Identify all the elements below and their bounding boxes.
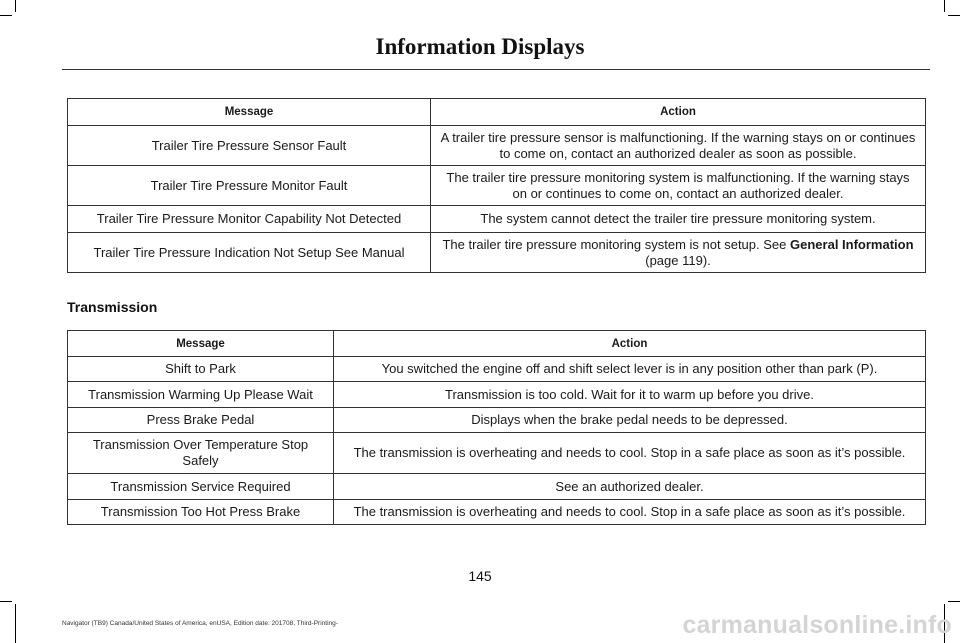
table-row bbox=[68, 408, 926, 433]
action-cell bbox=[431, 166, 926, 206]
message-cell: Transmission Warming Up Please Wait bbox=[68, 382, 334, 408]
message-text: Safely bbox=[182, 453, 219, 468]
action-text: The trailer tire pressure monitoring system is malfunctioning. If the warning stays bbox=[446, 169, 910, 185]
action-cell: See an authorized dealer. bbox=[334, 474, 926, 500]
action-cell: The system cannot detect the trailer tire pressure monitoring system. bbox=[431, 206, 926, 233]
column-header-action: Action bbox=[431, 99, 926, 126]
action-cell: Displays when the brake pedal needs to be depressed. bbox=[334, 408, 926, 433]
action-cell: The transmission is overheating and needs to cool. Stop in a safe place as soon as it’s possible. bbox=[334, 500, 926, 525]
message-cell: Trailer Tire Pressure Monitor Capability Not Detected bbox=[68, 206, 431, 233]
message-cell: Trailer Tire Pressure Sensor Fault bbox=[68, 126, 431, 166]
message-cell: Shift to Park bbox=[68, 357, 334, 382]
crop-mark bbox=[15, 0, 16, 12]
crop-mark bbox=[0, 15, 12, 16]
action-text: A trailer tire pressure sensor is malfunctioning. If the warning stays on or continues bbox=[440, 129, 916, 145]
table-row bbox=[68, 233, 926, 273]
crop-mark bbox=[944, 0, 945, 12]
message-cell: Trailer Tire Pressure Monitor Fault bbox=[68, 166, 431, 206]
action-cell bbox=[431, 233, 926, 273]
message-text: Transmission Over Temperature Stop bbox=[92, 437, 309, 452]
page-number: 145 bbox=[468, 568, 492, 584]
page-reference: (page 119). bbox=[645, 252, 711, 268]
table-header-row bbox=[68, 99, 926, 126]
page-title: Information Displays bbox=[375, 34, 585, 59]
transmission-messages-table bbox=[67, 330, 926, 525]
action-text: on or continues to come on, contact an authorized dealer. bbox=[512, 185, 844, 201]
table-row bbox=[68, 500, 926, 525]
watermark-logo: carmanualsonline.info bbox=[682, 611, 952, 639]
message-cell bbox=[68, 433, 334, 474]
crop-mark bbox=[15, 604, 16, 643]
header-divider bbox=[62, 69, 930, 70]
column-header-action: Action bbox=[334, 331, 926, 357]
table-row bbox=[68, 433, 926, 474]
column-header-message: Message bbox=[68, 99, 431, 126]
table-row bbox=[68, 206, 926, 233]
action-cell: Transmission is too cold. Wait for it to warm up before you drive. bbox=[334, 382, 926, 408]
trailer-tire-messages-table bbox=[67, 98, 926, 273]
section-title-transmission: Transmission bbox=[67, 299, 158, 315]
table-row bbox=[68, 357, 926, 382]
action-cell: The transmission is overheating and needs to cool. Stop in a safe place as soon as it’s possible. bbox=[334, 433, 926, 474]
table-row bbox=[68, 382, 926, 408]
column-header-message: Message bbox=[68, 331, 334, 357]
crop-mark bbox=[948, 15, 960, 16]
general-information-link[interactable]: General Information bbox=[790, 236, 914, 252]
crop-mark bbox=[948, 601, 960, 602]
crop-mark bbox=[0, 601, 12, 602]
message-cell: Transmission Too Hot Press Brake bbox=[68, 500, 334, 525]
action-text: The trailer tire pressure monitoring system is not setup. See bbox=[442, 236, 787, 252]
message-cell: Transmission Service Required bbox=[68, 474, 334, 500]
action-text: to come on, contact an authorized dealer as soon as possible. bbox=[499, 145, 857, 161]
table-header-row bbox=[68, 331, 926, 357]
footer-edition-info: Navigator (TB9) Canada/United States of America, enUSA, Edition date: 201708, Third-Printing- bbox=[62, 620, 338, 627]
message-cell: Press Brake Pedal bbox=[68, 408, 334, 433]
table-row bbox=[68, 126, 926, 166]
table-row bbox=[68, 166, 926, 206]
table-row bbox=[68, 474, 926, 500]
action-cell bbox=[431, 126, 926, 166]
action-cell: You switched the engine off and shift select lever is in any position other than park (P). bbox=[334, 357, 926, 382]
message-cell: Trailer Tire Pressure Indication Not Setup See Manual bbox=[68, 233, 431, 273]
